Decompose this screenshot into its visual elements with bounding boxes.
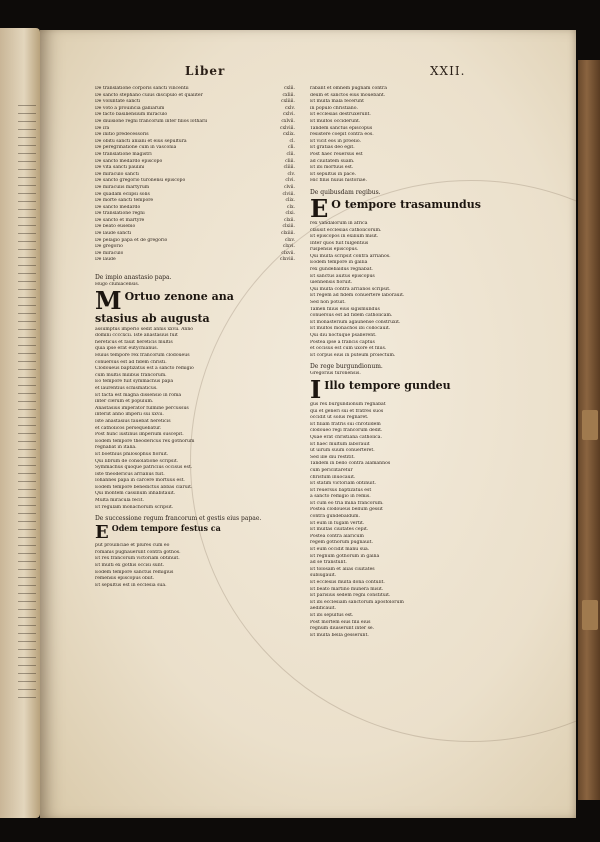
text-line: Et ibi sepultus est.	[310, 612, 354, 618]
text-line: Et eum in fugam vertit.	[310, 520, 365, 526]
text-line: Huius tempore rex francorum clodoueus	[95, 353, 190, 358]
text-line: Qui multa contra arrianos scripsit.	[310, 286, 391, 292]
text-line: contra gundebaldum.	[310, 514, 360, 520]
text-line: ut uirum suum conuerteret.	[310, 448, 375, 454]
toc-entry-number: clxvii.	[281, 250, 295, 256]
text-line: cum periclitaretur	[310, 467, 353, 473]
body-text	[95, 327, 295, 512]
toc-entry-number: clvii.	[283, 184, 295, 190]
text-line: Et sanctus auitus episcopus	[310, 273, 375, 279]
toc-entry	[95, 99, 295, 106]
toc-entry-text: De miraculis martyrum	[95, 184, 150, 190]
text-line: domini ccccxcii. Iste anastasius fuit	[95, 333, 178, 339]
running-header-left: Liber	[185, 64, 226, 78]
left-page-edge	[0, 28, 40, 818]
toc-entry-number: clvi.	[285, 178, 295, 184]
toc-entry	[95, 211, 295, 218]
text-line: in populo christiano.	[310, 105, 358, 111]
text-line: subiugauit.	[310, 573, 337, 579]
text-line: Et sepultus in pace.	[310, 171, 357, 177]
text-line: Et multos monachos ibi collocauit.	[310, 326, 391, 332]
toc-entry	[95, 185, 295, 192]
toc-entry-text: De quadam eclipsi solis	[95, 191, 150, 197]
toc-entry-number: clviii.	[282, 191, 295, 197]
toc-entry-text: De laude sancti	[95, 231, 132, 237]
toc-entry-number: cxlii.	[283, 86, 295, 91]
text-line: Et boethius philosophus floruit.	[95, 451, 169, 457]
toc-entry	[95, 152, 295, 159]
text-line: Et cum eo tria milia francorum.	[310, 500, 384, 506]
body-text-top	[310, 86, 520, 185]
text-line: Et gratias deo egit.	[310, 145, 355, 151]
text-line: et occisus est cum uxore et filiis.	[310, 346, 387, 352]
text-line: Et ecclesias destruxerunt.	[310, 112, 371, 118]
toc-entry	[95, 218, 295, 225]
text-line: resistere coepit contra eos.	[310, 132, 374, 138]
toc-entry-text: De translatione regni	[95, 211, 145, 217]
text-line: Et tolosam et alias ciuitates	[310, 566, 375, 572]
toc-entry	[95, 257, 295, 264]
text-line: conuersus est ad fidem christi.	[95, 359, 167, 365]
toc-entry	[95, 178, 295, 185]
toc-entry-number: cxlvii.	[281, 118, 295, 124]
drop-cap-e: E	[310, 193, 329, 223]
text-line: Post hunc iustinus imperium suscepit.	[95, 432, 184, 438]
toc-entry-number: cxlix.	[282, 132, 295, 138]
toc-entry-text: De laude	[95, 257, 116, 263]
toc-entry	[95, 251, 295, 258]
text-line: Qui multa scripsit contra arrianos.	[310, 253, 391, 259]
rubric-right-1: De quibusdam regibus.	[310, 188, 381, 196]
text-line: Et parisius sedem regni constituit.	[310, 593, 391, 599]
text-line: Qui montem cassinum inhabitauit.	[95, 491, 176, 497]
text-line: clodoueo regi francorum dedit.	[310, 428, 383, 434]
chapter-heading-right-1: E O tempore trasamundus	[310, 193, 481, 223]
toc-entry	[95, 172, 295, 179]
text-line: quia ipse erat eutychianus.	[95, 346, 159, 352]
toc-entry-number: clix.	[285, 198, 295, 204]
text-line: a sancto remigio in remis.	[310, 494, 371, 500]
running-header-right: XXII.	[430, 64, 466, 78]
text-line: rex gundebaldus regnabat.	[310, 267, 373, 273]
text-line: Qui diu noctuque psallerent.	[310, 333, 377, 338]
toc-entry	[95, 231, 295, 238]
text-line: Postea contra alaricum	[310, 533, 364, 539]
toc-entry-text: De voto a prouincia galliarum	[95, 105, 165, 111]
toc-entry-text: De beato eusebio	[95, 224, 136, 230]
text-line: Iohannes papa in carcere mortuus est.	[95, 478, 185, 484]
toc-entry-number: cliiii.	[283, 165, 295, 171]
toc-entry-number: cxlviii.	[279, 125, 295, 131]
text-line: et catholicos persequebatur.	[95, 425, 162, 431]
text-line: gus rex burgundionum regnabat	[310, 401, 386, 407]
toc-entry-text: De sancto gregorio turonensi episcopo	[95, 178, 186, 184]
toc-entry-text: De morte sancti tempore	[95, 198, 154, 204]
toc-entry-number: cxlvi.	[282, 112, 295, 118]
text-line: Clodoueus baptizatus est a sancto remigio	[95, 366, 194, 372]
toc-entry-text: De initio predecessoris	[95, 132, 149, 138]
text-line: Et multas ciuitates cepit.	[310, 527, 369, 533]
text-line: Et filiam fratris sui chrotildem	[310, 421, 381, 427]
text-line: Hic finis huius historiae.	[310, 178, 367, 184]
text-line: Eodem tempore sanctus remigius	[95, 569, 174, 575]
toc-entry-text: De sancto et martyre	[95, 217, 145, 223]
toc-entry-text: De diuisione regni francorum inter filios lotharii	[95, 118, 208, 124]
text-line: Sed ille diu restitit.	[310, 454, 355, 460]
text-line: Et multi ex gothis occisi sunt.	[95, 563, 165, 569]
text-line: clausit ecclesias catholicorum.	[310, 227, 382, 233]
text-line: Et facta est magna dissensio in roma	[95, 392, 182, 398]
text-line: Post mortem eius filii eius	[310, 619, 371, 625]
text-line: Tamen filius eius sigismundus	[310, 306, 380, 312]
text-line: Et ecclesiis multa dona contulit.	[310, 580, 385, 585]
text-line: Et ibi ecclesiam sanctorum apostolorum	[310, 599, 404, 605]
text-line: Eo tempore fuit symmachus papa	[95, 379, 174, 385]
body-text-mid	[310, 221, 520, 359]
table-of-contents	[95, 86, 295, 264]
text-line: Et statim victoriam obtinuit.	[310, 481, 376, 487]
toc-entry	[95, 126, 295, 133]
toc-entry-number: clxi.	[285, 211, 295, 217]
drop-cap-m: M	[95, 285, 122, 315]
rubric-right-2: De rege burgundionum.	[310, 363, 383, 371]
drop-cap-i: I	[310, 374, 322, 404]
text-line: Postea clodoueus bellum gessit	[310, 507, 383, 513]
toc-entry-text: De obitu sancti aniani et eius sepultura	[95, 138, 187, 144]
toc-entry	[95, 119, 295, 126]
text-line: Tandem sanctus episcopus	[310, 125, 373, 131]
binding-tab	[582, 600, 598, 630]
toc-entry-text: De sancto stephano cuius discipulo et qualiter	[95, 92, 203, 98]
toc-entry-text: De sancto medardo episcopo	[95, 158, 163, 164]
text-line: Et regem ad fidem conuertere laborauit.	[310, 293, 405, 299]
text-line: occidit ut solus regnaret.	[310, 415, 369, 421]
small-heading: Hugo cluniacensis.	[95, 282, 140, 288]
text-line: qui et generi sui et fratres suos	[310, 408, 384, 414]
text-line: aedificauit.	[310, 606, 336, 612]
text-line: Multa miracula fecit.	[95, 498, 144, 504]
text-line: regnum diuiserunt inter se.	[310, 626, 375, 632]
chapter-heading-line-1: M Ortuo zenone ana	[95, 285, 234, 315]
toc-entry	[95, 132, 295, 139]
toc-entry-text: De ira	[95, 125, 110, 131]
text-line: regnabat in italia.	[95, 445, 137, 451]
toc-entry-number: cxliiii.	[281, 99, 295, 105]
chapter-heading-right-2: I Illo tempore gundeu	[310, 374, 451, 404]
book-page	[40, 30, 576, 818]
toc-entry-text: De gregorio	[95, 244, 123, 250]
toc-entry-text: De pelagio papa et de gregorio	[95, 237, 168, 243]
right-column	[310, 86, 520, 639]
text-line: Eodem tempore benedictus abbas claruit.	[95, 484, 193, 490]
toc-entry-text: De miraculo	[95, 250, 124, 256]
toc-entry-number: cli.	[288, 145, 295, 151]
text-line: ad ciuitatem suam.	[310, 158, 355, 164]
text-line: cum multis milibus francorum.	[95, 372, 167, 378]
text-line: Et episcopos in exilium misit.	[310, 234, 379, 240]
toc-entry-number: clxvi.	[282, 244, 295, 250]
text-line: Eodem tempore theodericus rex gothorum	[95, 438, 195, 444]
text-line: hereticus et fauit hereticis multis	[95, 339, 173, 345]
chapter-heading-line-2: stasius ab augusta	[95, 311, 210, 325]
toc-entry-number: cliii.	[285, 158, 295, 164]
toc-entry-number: cl.	[289, 138, 295, 144]
body-text-bottom	[310, 402, 520, 639]
toc-entry	[95, 139, 295, 146]
text-line: Iste theodericus arrianus fuit.	[95, 471, 165, 477]
toc-entry-number: clxiii.	[282, 224, 295, 230]
toc-entry-number: clxv.	[284, 237, 295, 243]
text-line: assumptus imperio sedit annis xxvii. Anno	[95, 326, 194, 332]
text-line: regem gothorum pugnauit.	[310, 540, 373, 546]
text-line: remensis episcopus obiit.	[95, 576, 155, 582]
text-line: Et eum occidit manu sua.	[310, 547, 370, 553]
rubric: De impio anastasio papa.	[95, 274, 172, 282]
toc-entry-text: De miraculo sancti	[95, 171, 139, 177]
text-line: ruspensis episcopus.	[310, 247, 359, 253]
text-line: conuersus est ad fidem catholicam.	[310, 313, 393, 319]
toc-entry-number: cxliii.	[282, 92, 295, 98]
toc-entry	[95, 192, 295, 199]
text-line: Et vicit eos in proelio.	[310, 138, 361, 144]
book-binding	[578, 60, 600, 800]
toc-entry-number: clx.	[286, 204, 295, 210]
toc-entry-number: cxlv.	[284, 105, 295, 111]
toc-entry	[95, 198, 295, 205]
text-line: Inter quos fuit fulgentius	[310, 240, 369, 246]
text-line: put prouinciae et plures cum eo	[95, 543, 170, 549]
text-line: Et corpus eius in puteum proiectum.	[310, 352, 396, 358]
binding-tab	[582, 410, 598, 440]
text-line: romanis pugnauerunt contra gothos.	[95, 549, 181, 555]
text-line: christum inuocauit.	[310, 474, 356, 480]
toc-entry-number: clii.	[286, 151, 295, 157]
text-line: Symmachus quoque patricius occisus est.	[95, 465, 193, 471]
text-line: Iste anastasius fauebat hereticis	[95, 418, 171, 424]
toc-entry	[95, 238, 295, 245]
toc-entry-text: De translatione magistri	[95, 151, 152, 157]
toc-entry-text: De facto basiliensium miraculo	[95, 112, 168, 118]
toc-entry-number: clxiiii.	[281, 231, 295, 237]
toc-entry	[95, 86, 295, 93]
text-line: Post haec reuersus est	[310, 151, 363, 157]
drop-cap-e: E	[95, 522, 109, 544]
text-line: Eodem tempore in gallia	[310, 260, 368, 266]
text-line: Et rex francorum victoriam obtinuit.	[95, 556, 180, 562]
toc-entry-text: De translatione corporis sancti vincentii	[95, 86, 189, 91]
rubric-2: De successione regum francorum et gestis eius papae.	[95, 515, 262, 523]
chapter-heading-mid: E Odem tempore festus ca	[95, 522, 221, 544]
text-line: Tandem in bello contra alamannos	[310, 461, 391, 467]
text-line: Et monasterium agaunense construxit.	[310, 319, 401, 325]
toc-entry	[95, 93, 295, 100]
text-line: Et multa bella gesserunt.	[310, 632, 369, 638]
toc-entry	[95, 145, 295, 152]
toc-entry	[95, 224, 295, 231]
text-line: Anastasius imperator fulmine percussus	[95, 405, 189, 411]
text-line: Postea ipse a francis captus	[310, 339, 375, 345]
left-page-text-edge	[18, 98, 36, 698]
toc-entry	[95, 159, 295, 166]
text-line: Et multa mala fecerunt	[310, 99, 364, 105]
text-line: Qui librum de consolatione scripsit.	[95, 458, 179, 464]
toc-entry-text: De sancto medardo	[95, 204, 141, 210]
toc-entry	[95, 106, 295, 113]
toc-entry	[95, 165, 295, 172]
text-line: Et sepultus est in ecclesia sua.	[95, 582, 167, 588]
text-line: Et multos occiderunt.	[310, 118, 361, 124]
toc-entry	[95, 244, 295, 251]
toc-entry-number: clxii.	[283, 217, 295, 223]
text-line: deum et sanctos eius mouebant.	[310, 92, 386, 98]
toc-entry	[95, 112, 295, 119]
text-line: inter clerum et populum.	[95, 399, 154, 405]
text-line: interiit anno imperii sui xxvii.	[95, 412, 164, 418]
toc-entry-number: clv.	[287, 171, 295, 177]
text-line: Et beato martino munera misit.	[310, 586, 384, 592]
toc-entry-number: clxviii.	[279, 257, 295, 263]
text-line: ad se transtulit.	[310, 560, 347, 566]
toc-entry	[95, 205, 295, 212]
text-line: rex vandalorum in africa	[310, 220, 368, 226]
small-heading-right: Gregorius turonensis.	[310, 371, 361, 377]
toc-entry-text: De voluntate sancti	[95, 99, 141, 105]
text-line: Et haec multum laborauit	[310, 441, 370, 447]
text-line: Et regnum gothorum in gallia	[310, 553, 380, 559]
text-line: Et reuersus baptizatus est	[310, 487, 372, 493]
left-column	[95, 86, 295, 589]
text-line: rabant et omnem pugnam contra	[310, 86, 387, 91]
text-line: et laurentius schismaticus.	[95, 385, 158, 391]
toc-entry-text: De vita sancti paulini	[95, 165, 145, 171]
body-text-2	[95, 543, 295, 589]
text-line: Quae erat christiana catholica.	[310, 434, 382, 440]
text-line: Sed non potuit.	[310, 300, 346, 306]
text-line: Et ibi mortuus est.	[310, 165, 354, 171]
text-line: Et regulam monachorum scripsit.	[95, 504, 174, 510]
text-line: uiennensis floruit.	[310, 280, 353, 286]
toc-entry-text: De peregrinatione cum in vasconia	[95, 145, 177, 151]
